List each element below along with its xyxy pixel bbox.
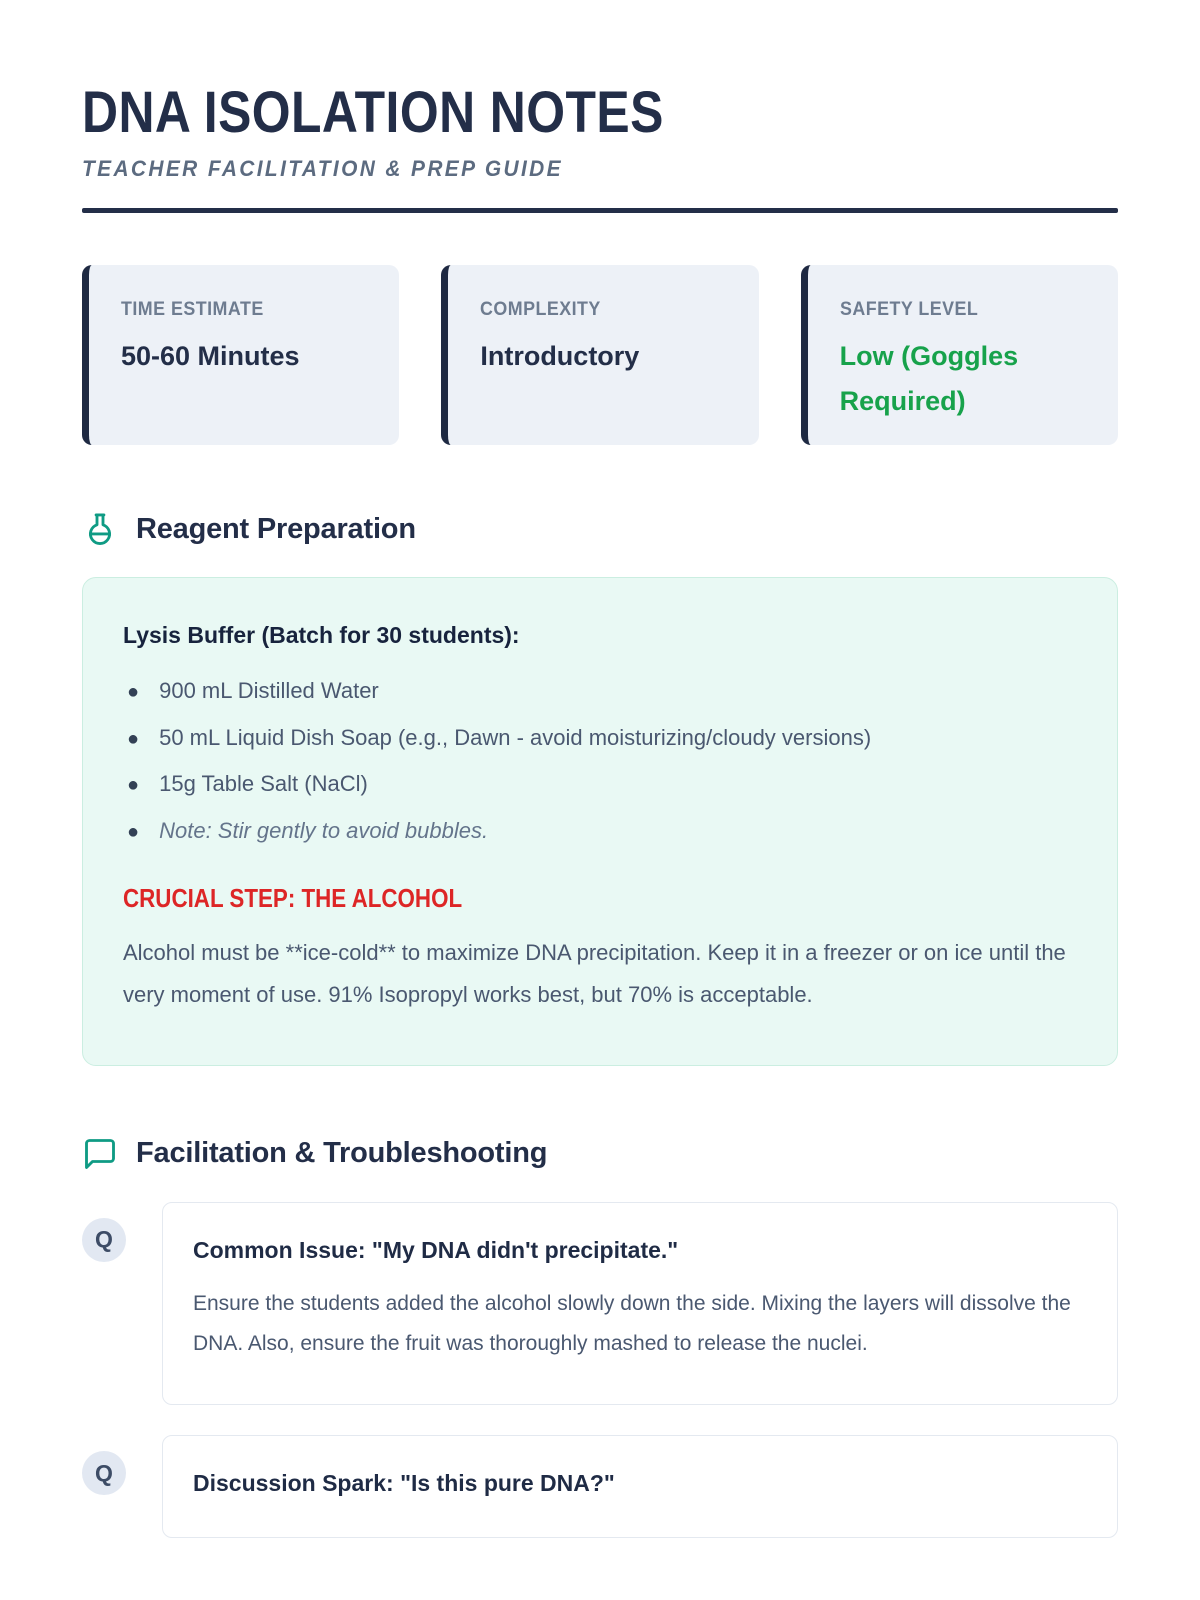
reagent-ingredient-list: [123, 671, 1077, 850]
list-item-note: ● Note: Stir gently to avoid bubbles.: [127, 817, 489, 843]
lysis-buffer-heading: Lysis Buffer (Batch for 30 students):: [123, 622, 520, 648]
title-divider: [82, 208, 1118, 213]
stat-value: Introductory: [480, 341, 640, 371]
stat-card-time: [82, 265, 399, 445]
stat-value: 50-60 Minutes: [121, 341, 300, 371]
flask-icon: [82, 511, 118, 547]
stat-label: SAFETY LEVEL: [839, 299, 978, 320]
qa-card: [162, 1202, 1118, 1406]
stat-card-complexity: [441, 265, 758, 445]
stat-value: Low (Goggles Required): [839, 341, 1019, 416]
reagent-callout-box: [82, 577, 1118, 1066]
bullet-dot: ●: [127, 727, 140, 750]
bullet-dot: ●: [127, 820, 140, 843]
list-item: ● 15g Table Salt (NaCl): [127, 771, 368, 797]
qa-body: Ensure the students added the alcohol slowly down the side. Mixing the layers will dissolve the DNA. Also, ensure the fruit was thoroughly mashed to release the nuclei.: [193, 1291, 1071, 1355]
bullet-dot: ●: [127, 681, 140, 703]
question-badge: Q: [82, 1218, 126, 1262]
facilitation-section-title: Facilitation & Troubleshooting: [136, 1137, 548, 1170]
stat-label: COMPLEXITY: [480, 299, 602, 320]
facilitation-section-header: [82, 1136, 1118, 1172]
qa-card: [162, 1435, 1118, 1538]
qa-item-precipitate: [82, 1202, 1118, 1406]
page-title: DNA ISOLATION NOTES: [82, 80, 664, 145]
list-item: ● 50 mL Liquid Dish Soap (e.g., Dawn - avoid moisturizing/cloudy versions): [127, 724, 872, 750]
list-item: ● 900 mL Distilled Water: [127, 678, 379, 703]
qa-title: Discussion Spark: "Is this pure DNA?": [193, 1470, 615, 1497]
bullet-dot: ●: [127, 774, 140, 797]
question-badge: Q: [82, 1451, 126, 1495]
qa-title: Common Issue: "My DNA didn't precipitate.": [193, 1236, 679, 1263]
chat-icon: [82, 1136, 118, 1172]
document-header: [82, 80, 1118, 213]
page-subtitle: TEACHER FACILITATION & PREP GUIDE: [82, 156, 563, 181]
stat-card-safety: [801, 265, 1118, 445]
crucial-step-heading: CRUCIAL STEP: THE ALCOHOL: [123, 883, 463, 914]
stat-label: TIME ESTIMATE: [121, 299, 264, 320]
reagent-section-title: Reagent Preparation: [136, 512, 416, 545]
reagent-section-header: [82, 511, 1118, 547]
stat-card-row: [82, 265, 1118, 445]
qa-item-pure-dna: [82, 1435, 1118, 1538]
crucial-step-body: Alcohol must be **ice-cold** to maximize DNA precipitation. Keep it in a freezer or on ice until the very moment of use. 91% Isopropyl works best, but 70% is acceptable.: [123, 940, 1066, 1007]
